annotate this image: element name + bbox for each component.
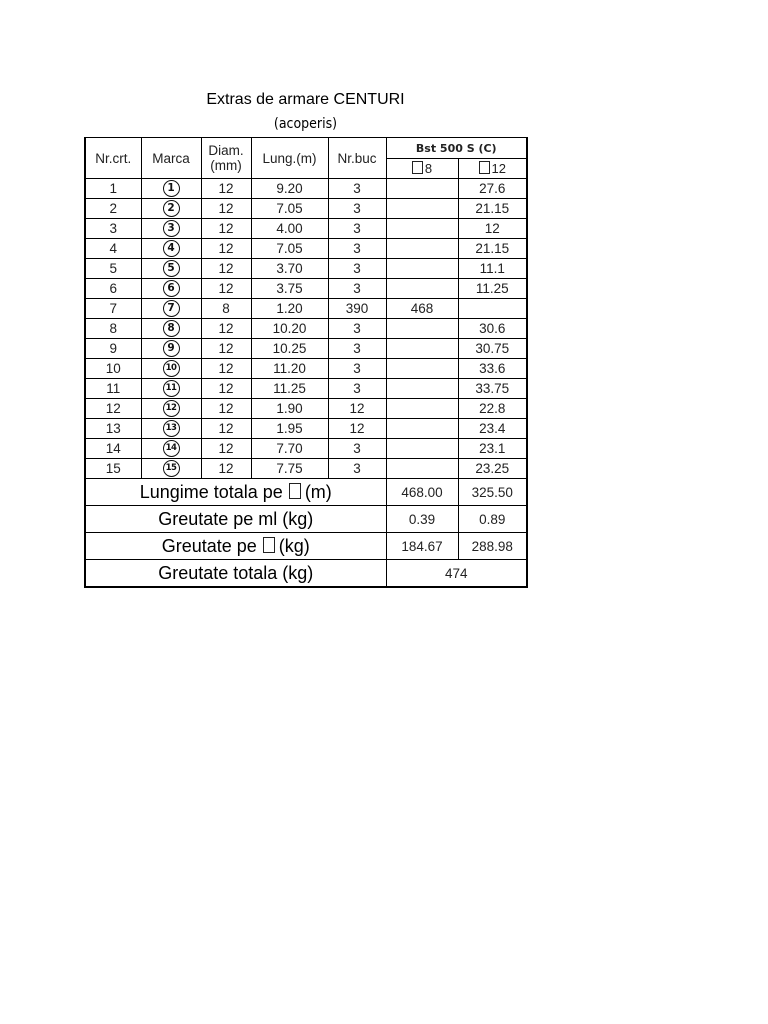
- cell-d8: [386, 199, 458, 219]
- cell-d8: [386, 399, 458, 419]
- cell-nr: 7: [85, 299, 141, 319]
- col-header-steel-grade: Bst 500 S (C): [386, 138, 527, 159]
- cell-nr: 13: [85, 419, 141, 439]
- marca-circle-icon: 6: [163, 280, 180, 297]
- cell-nr: 5: [85, 259, 141, 279]
- cell-lung: 1.90: [251, 399, 328, 419]
- col-header-d12-label: 12: [491, 161, 506, 176]
- marca-circle-icon: 5: [163, 260, 180, 277]
- cell-diam: 12: [201, 319, 251, 339]
- cell-nr: 1: [85, 179, 141, 199]
- cell-nrbuc: 3: [328, 239, 386, 259]
- summary-greutate-ml-label: Greutate pe ml (kg): [85, 506, 386, 533]
- cell-nrbuc: 12: [328, 419, 386, 439]
- cell-d8: [386, 259, 458, 279]
- summary-lungime-d8: 468.00: [386, 479, 458, 506]
- diameter-symbol-icon: [412, 161, 423, 174]
- marca-circle-icon: 13: [163, 420, 180, 437]
- cell-lung: 7.05: [251, 239, 328, 259]
- cell-marca: [141, 239, 201, 259]
- cell-diam: 12: [201, 259, 251, 279]
- summary-greutate-pe-d8: 184.67: [386, 533, 458, 560]
- marca-circle-icon: 1: [163, 180, 180, 197]
- cell-lung: 7.05: [251, 199, 328, 219]
- summary-lungime-d12: 325.50: [458, 479, 527, 506]
- summary-lungime-label: [85, 479, 386, 506]
- cell-marca: [141, 259, 201, 279]
- col-header-diam-line1: Diam.: [208, 143, 244, 158]
- cell-d12: 11.25: [458, 279, 527, 299]
- table-row: [85, 199, 527, 219]
- table-row: [85, 219, 527, 239]
- cell-diam: 12: [201, 239, 251, 259]
- cell-diam: 12: [201, 359, 251, 379]
- cell-nrbuc: 3: [328, 379, 386, 399]
- table-row: [85, 319, 527, 339]
- summary-greutate-totala-label: Greutate totala (kg): [85, 560, 386, 588]
- cell-d8: [386, 379, 458, 399]
- table-row: [85, 399, 527, 419]
- summary-greutate-pe-text: Greutate pe: [161, 535, 257, 556]
- cell-marca: [141, 359, 201, 379]
- table-row: [85, 259, 527, 279]
- cell-nrbuc: 3: [328, 219, 386, 239]
- cell-d12: 12: [458, 219, 527, 239]
- diameter-symbol-icon: [289, 483, 301, 499]
- marca-circle-icon: 7: [163, 300, 180, 317]
- cell-lung: 9.20: [251, 179, 328, 199]
- table-body: [85, 179, 527, 479]
- table-summary: [85, 479, 527, 588]
- cell-nr: 11: [85, 379, 141, 399]
- cell-marca: [141, 199, 201, 219]
- cell-d12: 23.25: [458, 459, 527, 479]
- cell-d12: 30.75: [458, 339, 527, 359]
- cell-lung: 7.75: [251, 459, 328, 479]
- summary-greutate-pe-d12: 288.98: [458, 533, 527, 560]
- table-row: [85, 339, 527, 359]
- col-header-diam-line2: (mm): [210, 158, 242, 173]
- summary-greutate-ml-d12: 0.89: [458, 506, 527, 533]
- cell-d12: 33.75: [458, 379, 527, 399]
- col-header-nr: Nr.crt.: [85, 138, 141, 179]
- cell-nrbuc: 3: [328, 319, 386, 339]
- cell-lung: 11.25: [251, 379, 328, 399]
- table-header: [85, 138, 527, 179]
- cell-diam: 8: [201, 299, 251, 319]
- cell-nrbuc: 3: [328, 259, 386, 279]
- cell-nrbuc: 3: [328, 199, 386, 219]
- cell-diam: 12: [201, 419, 251, 439]
- cell-diam: 12: [201, 279, 251, 299]
- cell-d12: 23.1: [458, 439, 527, 459]
- cell-diam: 12: [201, 379, 251, 399]
- cell-d8: [386, 279, 458, 299]
- cell-nrbuc: 3: [328, 279, 386, 299]
- marca-circle-icon: 15: [163, 460, 180, 477]
- cell-marca: [141, 339, 201, 359]
- cell-diam: 12: [201, 459, 251, 479]
- cell-diam: 12: [201, 339, 251, 359]
- cell-nrbuc: 390: [328, 299, 386, 319]
- cell-nr: 8: [85, 319, 141, 339]
- marca-circle-icon: 10: [163, 360, 180, 377]
- cell-d8: 468: [386, 299, 458, 319]
- cell-lung: 4.00: [251, 219, 328, 239]
- cell-d12: 11.1: [458, 259, 527, 279]
- cell-d8: [386, 319, 458, 339]
- marca-circle-icon: 4: [163, 240, 180, 257]
- col-header-diam: [201, 138, 251, 179]
- cell-lung: 10.20: [251, 319, 328, 339]
- table-row: [85, 359, 527, 379]
- cell-nr: 12: [85, 399, 141, 419]
- col-header-d8-label: 8: [424, 161, 433, 176]
- cell-d8: [386, 439, 458, 459]
- marca-circle-icon: 9: [163, 340, 180, 357]
- cell-diam: 12: [201, 179, 251, 199]
- cell-nr: 6: [85, 279, 141, 299]
- cell-nr: 14: [85, 439, 141, 459]
- marca-circle-icon: 3: [163, 220, 180, 237]
- cell-d8: [386, 339, 458, 359]
- cell-lung: 1.20: [251, 299, 328, 319]
- cell-d12: 22.8: [458, 399, 527, 419]
- cell-d8: [386, 459, 458, 479]
- col-header-d12: [458, 159, 527, 179]
- table-row: [85, 439, 527, 459]
- cell-d12: 33.6: [458, 359, 527, 379]
- cell-marca: [141, 299, 201, 319]
- table-row: [85, 379, 527, 399]
- cell-d8: [386, 419, 458, 439]
- cell-marca: [141, 399, 201, 419]
- table-row: [85, 459, 527, 479]
- cell-nrbuc: 3: [328, 179, 386, 199]
- cell-nrbuc: 3: [328, 359, 386, 379]
- cell-d8: [386, 359, 458, 379]
- marca-circle-icon: 14: [163, 440, 180, 457]
- table-row: [85, 239, 527, 259]
- cell-marca: [141, 419, 201, 439]
- cell-marca: [141, 179, 201, 199]
- cell-lung: 1.95: [251, 419, 328, 439]
- page-title: Extras de armare CENTURI: [206, 91, 405, 108]
- col-header-marca: Marca: [141, 138, 201, 179]
- cell-d8: [386, 219, 458, 239]
- summary-lungime-unit: (m): [304, 481, 332, 502]
- page-subtitle: (acoperis): [273, 116, 338, 132]
- cell-nr: 9: [85, 339, 141, 359]
- summary-greutate-pe-label: [85, 533, 386, 560]
- cell-diam: 12: [201, 399, 251, 419]
- marca-circle-icon: 12: [163, 400, 180, 417]
- cell-marca: [141, 459, 201, 479]
- summary-greutate-totala-value: 474: [386, 560, 527, 588]
- cell-d12: 23.4: [458, 419, 527, 439]
- marca-circle-icon: 2: [163, 200, 180, 217]
- cell-nrbuc: 3: [328, 439, 386, 459]
- diameter-symbol-icon: [479, 161, 490, 174]
- cell-nr: 3: [85, 219, 141, 239]
- cell-nr: 2: [85, 199, 141, 219]
- cell-lung: 3.75: [251, 279, 328, 299]
- cell-nr: 10: [85, 359, 141, 379]
- cell-nrbuc: 3: [328, 459, 386, 479]
- cell-lung: 11.20: [251, 359, 328, 379]
- summary-lungime-text: Lungime totala pe: [139, 481, 283, 502]
- diameter-symbol-icon: [263, 537, 275, 553]
- cell-marca: [141, 439, 201, 459]
- summary-greutate-ml-d8: 0.39: [386, 506, 458, 533]
- cell-diam: 12: [201, 219, 251, 239]
- cell-marca: [141, 379, 201, 399]
- cell-d8: [386, 179, 458, 199]
- cell-diam: 12: [201, 439, 251, 459]
- summary-greutate-pe-unit: (kg): [278, 535, 310, 556]
- cell-lung: 3.70: [251, 259, 328, 279]
- marca-circle-icon: 11: [163, 380, 180, 397]
- cell-nrbuc: 12: [328, 399, 386, 419]
- table-row: [85, 179, 527, 199]
- cell-d12: [458, 299, 527, 319]
- table-row: [85, 419, 527, 439]
- marca-circle-icon: 8: [163, 320, 180, 337]
- cell-d12: 27.6: [458, 179, 527, 199]
- table-row: [85, 279, 527, 299]
- cell-nr: 4: [85, 239, 141, 259]
- cell-marca: [141, 219, 201, 239]
- table-row: [85, 299, 527, 319]
- cell-d12: 21.15: [458, 239, 527, 259]
- cell-marca: [141, 319, 201, 339]
- cell-lung: 7.70: [251, 439, 328, 459]
- cell-marca: [141, 279, 201, 299]
- col-header-lung: Lung.(m): [251, 138, 328, 179]
- cell-nrbuc: 3: [328, 339, 386, 359]
- rebar-extract-table: [84, 137, 528, 588]
- cell-d12: 30.6: [458, 319, 527, 339]
- cell-nr: 15: [85, 459, 141, 479]
- cell-d8: [386, 239, 458, 259]
- col-header-d8: [386, 159, 458, 179]
- col-header-nrbuc: Nr.buc: [328, 138, 386, 179]
- cell-d12: 21.15: [458, 199, 527, 219]
- cell-lung: 10.25: [251, 339, 328, 359]
- cell-diam: 12: [201, 199, 251, 219]
